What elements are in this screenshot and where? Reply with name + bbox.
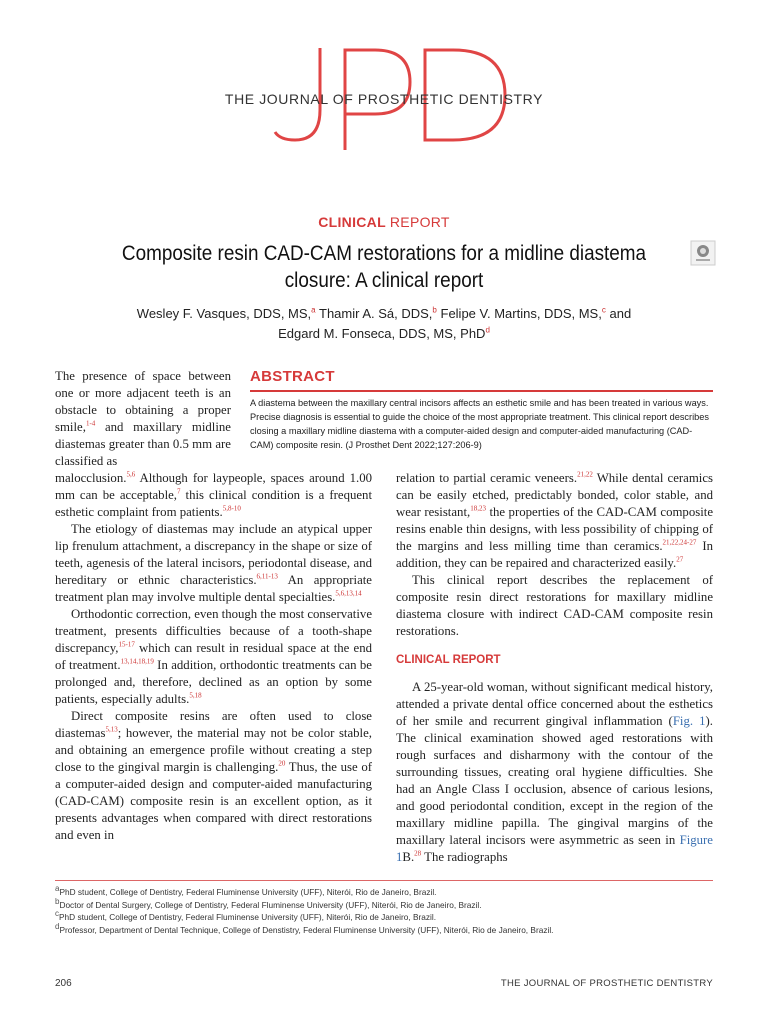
paragraph bbox=[55, 470, 372, 521]
citation[interactable]: 28 bbox=[414, 849, 422, 858]
figure-link[interactable]: Figure 1 bbox=[396, 833, 713, 864]
abstract-text: A diastema between the maxillary central incisors affects an esthetic smile and has been treated in various ways. Precise diagnosis is essential to guide the choice of the most appropriate treatment. This clinical report describes closing a maxillary midline diastema with a computer-aided design and computer-aided manufacturing (CAD-CAM) composite resin. (J Prosthet Dent 2022;127:206-9) bbox=[250, 397, 709, 450]
body-text: and maxillary midline diastemas greater than 0.5 mm are classified as bbox=[55, 420, 231, 468]
body-text: The presence of space between one or more adjacent teeth is an obstacle to obtaining a proper smile, bbox=[55, 369, 231, 434]
body-text: which can result in residual space at the end of treatment. bbox=[55, 641, 372, 672]
footnote-text: Doctor of Dental Surgery, College of Dentistry, Federal Fluminense University (UFF), Niterói, Rio de Janeiro, Brazil. bbox=[59, 899, 482, 910]
paragraph bbox=[55, 521, 372, 606]
citation[interactable]: 5,18 bbox=[189, 691, 202, 700]
body-text: this clinical condition is a frequent esthetic complaint from patients. bbox=[55, 488, 373, 519]
citation[interactable]: 21,22 bbox=[577, 470, 593, 479]
footnote-text: PhD student, College of Dentistry, Federal Fluminense University (UFF), Niterói, Rio de Janeiro, Brazil. bbox=[59, 887, 437, 897]
paragraph bbox=[396, 572, 713, 640]
intro-paragraph-top bbox=[55, 368, 231, 470]
affiliation-mark[interactable]: a bbox=[311, 305, 316, 315]
footnotes bbox=[55, 886, 713, 936]
body-text: ). The clinical examination showed aged restorations with rough surfaces and disharmony with the contour of the surrounding tissues, creating oral hygiene difficulties. She had an Angle Class I occlusion, absence of carious lesions, and good periodontal condition, except in the region of the maxillary midline papilla. The gingival margins of the maxillary lateral incisors were asymmetric as seen in bbox=[396, 714, 713, 847]
body-text: In addition, orthodontic treatments can be prolonged and, therefore, declined as an option by some patients, especially adults. bbox=[55, 658, 372, 706]
authors-conjunction: and bbox=[609, 306, 632, 321]
body-column-right bbox=[396, 470, 713, 866]
body-text: the properties of the CAD-CAM composite resins enable thin designs, with less possibility of chipping of the margins and less milling time than ceramics. bbox=[396, 505, 713, 553]
affiliation-mark[interactable]: b bbox=[432, 305, 437, 315]
abstract-heading: ABSTRACT bbox=[250, 368, 335, 385]
citation[interactable]: 7 bbox=[177, 487, 181, 496]
citation[interactable]: 18,23 bbox=[470, 504, 486, 513]
footer-journal-name: THE JOURNAL OF PROSTHETIC DENTISTRY bbox=[500, 978, 713, 989]
paragraph bbox=[396, 470, 713, 572]
footnote-text: PhD student, College of Dentistry, Federal Fluminense University (UFF), Niterói, Rio de Janeiro, Brazil. bbox=[59, 912, 437, 922]
citation[interactable]: 1-4 bbox=[85, 419, 96, 428]
author-3: Felipe V. Martins, DDS, MS, bbox=[440, 306, 602, 321]
footnote-mark: c bbox=[55, 909, 59, 919]
affiliation-mark[interactable]: c bbox=[601, 305, 606, 315]
figure-link[interactable]: Fig. 1 bbox=[672, 714, 706, 728]
paragraph bbox=[55, 708, 372, 844]
article-title: Composite resin CAD-CAM restorations for a midline diastema closure: A clinical report bbox=[121, 242, 647, 292]
body-text: The radiographs bbox=[421, 850, 508, 864]
footnote bbox=[55, 886, 713, 899]
body-text: A 25-year-old woman, without significant medical history, attended a private dental office concerned about the esthetics of her smile and recurrent gingival inflammation ( bbox=[396, 680, 713, 728]
citation[interactable]: 5,8-10 bbox=[222, 504, 241, 513]
paragraph bbox=[55, 606, 372, 708]
citation[interactable]: 5,6 bbox=[126, 470, 136, 479]
author-2: Thamir A. Sá, DDS, bbox=[319, 306, 433, 321]
body-text: B. bbox=[402, 850, 415, 864]
section-heading: CLINICAL REPORT bbox=[396, 654, 501, 666]
paragraph bbox=[396, 679, 713, 866]
body-text: This clinical report describes the replacement of composite resin direct restorations for maxillary midline diastema closure with indirect CAD-CAM composite resin restorations. bbox=[396, 573, 713, 638]
body-text: In addition, they can be repaired and characterized easily. bbox=[396, 539, 713, 570]
body-text: Orthodontic correction, even though the most conservative treatment, presents difficulties because of a tooth-shape discrepancy, bbox=[55, 607, 372, 655]
citation[interactable]: 5,6,13,14 bbox=[335, 589, 362, 598]
citation[interactable]: 5,13 bbox=[105, 725, 118, 734]
footnote-text: Professor, Department of Dental Technique, College of Denstistry, Federal Fluminense University (UFF), Niterói, Rio de Janeiro, Brazil. bbox=[59, 924, 554, 935]
body-text: Although for laypeople, spaces around 1.00 mm can be acceptable, bbox=[55, 471, 372, 502]
body-text: ; however, the material may not be color stable, and obtaining an emergence profile without creating a step close to the gingival margin is challenging. bbox=[55, 726, 372, 774]
author-1: Wesley F. Vasques, DDS, MS, bbox=[136, 306, 312, 321]
author-4: Edgard M. Fonseca, DDS, MS, PhD bbox=[278, 326, 486, 341]
footnote-mark: b bbox=[55, 896, 60, 906]
citation[interactable]: 13,14,18,19 bbox=[120, 657, 154, 666]
footnote-mark: a bbox=[55, 884, 60, 894]
citation[interactable]: 27 bbox=[676, 555, 684, 564]
body-text: malocclusion. bbox=[55, 471, 127, 485]
footnote bbox=[55, 911, 713, 924]
body-text: Thus, the use of a computer-aided design and computer-aided manufacturing (CAD-CAM) composite resin is an excellent option, as it presents advantages when compared with direct restorations and even in bbox=[55, 760, 372, 842]
body-text: An appropriate treatment plan may involve multiple dental specialties. bbox=[55, 573, 372, 604]
citation[interactable]: 6,11-13 bbox=[256, 572, 278, 581]
citation[interactable]: 15-17 bbox=[118, 640, 135, 649]
body-column-left bbox=[55, 470, 372, 844]
check-for-updates-icon[interactable] bbox=[690, 240, 716, 266]
footnote-divider bbox=[55, 880, 713, 881]
page-number: 206 bbox=[55, 978, 72, 989]
section-label bbox=[0, 214, 768, 230]
footnote-mark: d bbox=[55, 921, 60, 931]
citation[interactable]: 21,22,24-27 bbox=[662, 538, 697, 547]
journal-name: THE JOURNAL OF PROSTHETIC DENTISTRY bbox=[224, 91, 544, 107]
footnote bbox=[55, 921, 713, 937]
section-word-1: CLINICAL bbox=[318, 214, 386, 230]
abstract-box bbox=[250, 368, 713, 452]
abstract-divider bbox=[250, 390, 713, 392]
body-text: While dental ceramics can be easily etched, predictably bonded, color stable, and wear resistant, bbox=[396, 471, 714, 519]
body-text: relation to partial ceramic veneers. bbox=[396, 471, 578, 485]
citation[interactable]: 20 bbox=[278, 759, 286, 768]
affiliation-mark[interactable]: d bbox=[485, 325, 490, 335]
footnote bbox=[55, 896, 713, 912]
author-list bbox=[100, 304, 668, 344]
body-text: The etiology of diastemas may include an atypical upper lip frenulum attachment, a discrepancy in the shape or size of teeth, agenesis of the lateral incisors, periodontal disease, and hereditary or ethnic characteristics. bbox=[55, 522, 372, 587]
body-text: Direct composite resins are often used to close diastemas bbox=[55, 709, 372, 740]
section-word-2: REPORT bbox=[389, 214, 450, 230]
